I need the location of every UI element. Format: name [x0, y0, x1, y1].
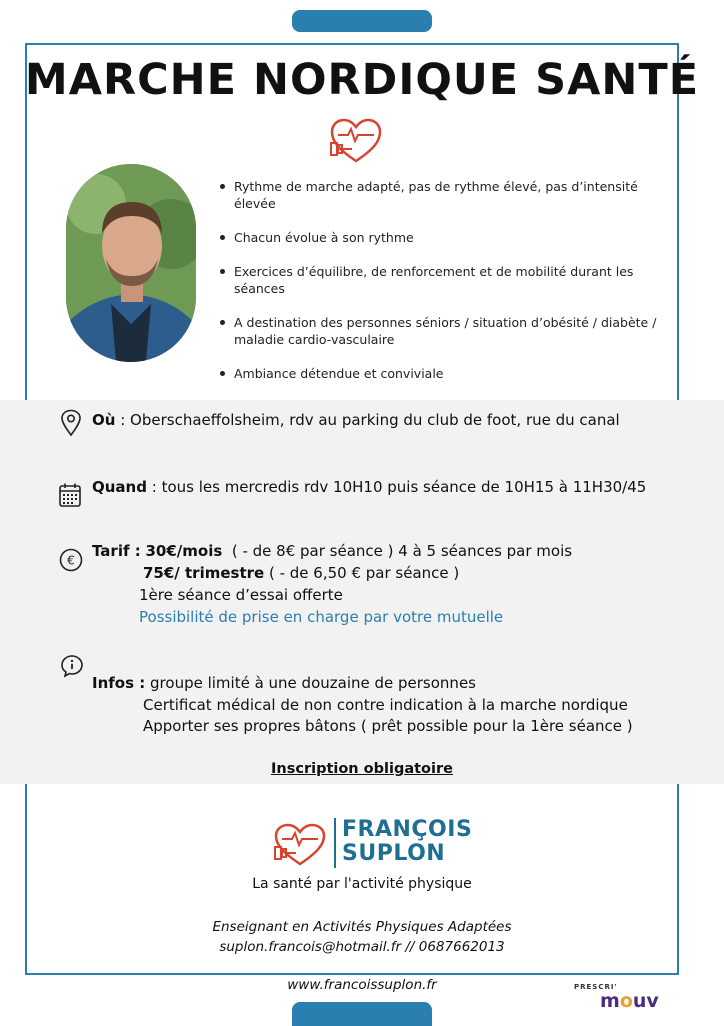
price-quarterly-detail: ( - de 6,50 € par séance )	[268, 564, 460, 582]
website-link[interactable]: www.francoissuplon.fr	[287, 977, 437, 993]
logo-divider	[334, 818, 336, 868]
euro-coin-icon	[59, 548, 83, 572]
feature-item: Chacun évolue à son rythme	[218, 229, 658, 246]
logo-name	[342, 818, 472, 866]
calendar-icon	[58, 482, 82, 508]
infos-poles-text: Apporter ses propres bâtons ( prêt possible pour la 1ère séance )	[143, 717, 633, 735]
partner-logo-m: m	[600, 990, 620, 1012]
contact-email-phone[interactable]: suplon.francois@hotmail.fr // 0687662013	[219, 939, 505, 955]
price-label: Tarif :	[92, 542, 141, 560]
partner-logo-o: o	[619, 990, 633, 1012]
page-title: MARCHE NORDIQUE SANTÉ	[24, 55, 700, 105]
contact-block	[0, 917, 724, 957]
schedule-text: : tous les mercredis rdv 10H10 puis séance de 10H15 à 11H30/45	[151, 478, 647, 496]
contact-role: Enseignant en Activités Physiques Adaptées	[212, 919, 512, 935]
partner-logo-top: PRESCRI'	[574, 983, 618, 991]
infos-label: Infos :	[92, 674, 146, 692]
logo-heart-icon	[272, 822, 328, 868]
heart-dumbbell-icon	[328, 117, 384, 165]
trial-text: 1ère séance d’essai offerte	[139, 586, 343, 604]
partner-logo	[600, 990, 659, 1012]
feature-item: Ambiance détendue et conviviale	[218, 365, 658, 382]
location-line	[92, 410, 620, 432]
registration-note: Inscription obligatoire	[271, 761, 453, 777]
location-text: : Oberschaeffolsheim, rdv au parking du club de foot, rue du canal	[120, 411, 620, 429]
price-line-1	[92, 541, 572, 563]
price-monthly: 30€/mois	[145, 542, 223, 560]
feature-list	[218, 178, 658, 399]
price-quarterly: 75€/ trimestre	[143, 564, 265, 582]
feature-item: Exercices d’équilibre, de renforcement et de mobilité durant les séances	[218, 263, 658, 297]
svg-text:€: €	[67, 553, 75, 568]
portrait-photo	[66, 164, 196, 362]
infos-group-text: groupe limité à une douzaine de personnes	[150, 674, 476, 692]
logo-last-name: SUPLON	[342, 841, 446, 866]
location-label: Où	[92, 411, 116, 429]
feature-item: A destination des personnes séniors / situation d’obésité / diabète / maladie cardio-vasculaire	[218, 314, 658, 348]
partner-logo-rest: uv	[632, 990, 659, 1012]
infos-line-1	[92, 673, 476, 695]
feature-item: Rythme de marche adapté, pas de rythme élevé, pas d’intensité élevée	[218, 178, 658, 212]
price-monthly-detail: ( - de 8€ par séance ) 4 à 5 séances par mois	[231, 542, 573, 560]
price-line-2	[143, 563, 459, 585]
insurance-text: Possibilité de prise en charge par votre mutuelle	[139, 608, 504, 626]
tagline: La santé par l'activité physique	[252, 876, 472, 892]
infos-certificate-text: Certificat médical de non contre indication à la marche nordique	[143, 696, 628, 714]
info-icon	[60, 654, 84, 678]
schedule-label: Quand	[92, 478, 147, 496]
top-tab	[292, 10, 432, 32]
logo-first-name: FRANÇOIS	[342, 817, 473, 842]
location-pin-icon	[60, 409, 82, 437]
schedule-line	[92, 477, 646, 499]
bottom-tab	[292, 1002, 432, 1026]
